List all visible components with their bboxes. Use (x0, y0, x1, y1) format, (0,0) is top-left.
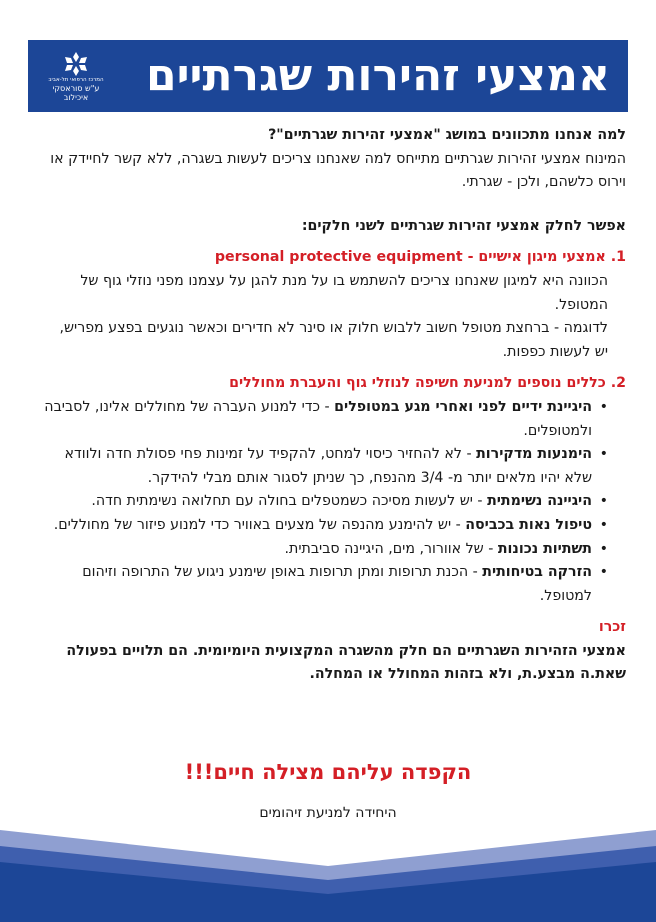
list-item-text: - יש לעשות מסיכה כשמטפלים בחולה עם תחלואה נשימתית חדה. (91, 493, 488, 510)
logo (44, 51, 108, 102)
remember-title: זכרו (598, 619, 626, 636)
list-item (44, 538, 608, 562)
list-item-term: היגיינת ידיים לפני ואחרי מגע במטופלים (334, 398, 592, 415)
list-item-text: - של אוורור, מים, היגיינה סביבתית. (284, 540, 498, 557)
page-title: אמצעי זהירות שגרתיים (145, 50, 610, 101)
list-item-text: - הכנת תרופות ומתן תרופות באופן שימנע ניגוע של התרופה וזיהום למטופל. (82, 564, 592, 604)
intro-answer: המינוח אמצעי זהירות שגרתיים מתייחס למה שאנחנו צריכים לעשות בשגרה, ללא קשר לחיידק או וירוס כלשהם, ולכן - שגרתי. (50, 150, 626, 191)
list-item-text: - יש להימנע מהנפה של מצעים באוויר כדי למנוע פיזור של מחוללים. (53, 516, 466, 533)
list-item-term: היגיינה נשימתית (487, 493, 592, 510)
header-banner (28, 40, 628, 112)
remember-text: אמצעי הזהירות השגרתיים הם חלק מהשגרה המקצועית היומיומית. הם תלויים בפעולה שאת.ה מבצע.ת, ולא בזהות המחולל או המחלה. (66, 642, 626, 683)
section1-paragraph-1: הכוונה היא למיגון שאנחנו צריכים להשתמש בו על מנת להגן על עצמנו מפני נוזלי גוף של המטופל. (80, 272, 608, 313)
section2-list (44, 396, 626, 608)
list-item-term: תשתיות נכונות (497, 540, 592, 557)
list-item (44, 443, 608, 490)
list-item (44, 561, 608, 608)
section1-title: 1. אמצעי מיגון אישיים - personal protective equipment (214, 249, 626, 266)
list-item (44, 514, 608, 538)
logo-line-1: המרכז הרפואי תל-אביב (48, 76, 104, 83)
intro-question: למה אנחנו מתכוונים במושג "אמצעי זהירות שגרתיים"? (268, 127, 626, 143)
logo-line-2: ע"ש סוראסקי (52, 83, 100, 93)
medical-center-logo-icon (60, 51, 92, 77)
list-item (44, 396, 608, 443)
logo-line-3: איכילוב (63, 92, 89, 102)
unit-name: היחידה למניעת זיהומים (259, 805, 397, 821)
list-item-term: טיפול נאות בכביסה (465, 516, 592, 533)
list-item-term: הימנעות מדקירות (476, 446, 592, 463)
list-item (44, 490, 608, 514)
list-item-text: - כדי למנוע העברה של מחוללים אלינו, לסביבה ולמטופלים. (44, 398, 592, 439)
content (44, 124, 626, 687)
section1-body (44, 270, 626, 364)
section1-paragraph-2: לדוגמה - ברחצת מטופל חשוב ללבוש חלוק או סינר לא חדירים וכאשר נוגעים בפצע מפריש, יש לעשות כפפות. (59, 320, 608, 360)
division-title: אפשר לחלק אמצעי זהירות שגרתיים לשני חלקים: (301, 217, 626, 234)
slogan: הקפדה עליהם מצילה חיים!!! (184, 760, 472, 784)
section2-title: 2. כללים נוספים למניעת חשיפה לנוזלי גוף והעברת מחוללים (229, 375, 626, 392)
footer-decoration (0, 818, 656, 922)
list-item-text: - לא להחזיר כיסוי למחט, להקפיד על זמינות פחי פסולת חדה ולוודא שלא יהיו מלאים יותר מ- 3/4 מהנפח, כך שניתן לסגור אותם מבלי להידקר. (64, 446, 592, 486)
list-item-term: הזרקה בטיחותית (482, 564, 592, 581)
